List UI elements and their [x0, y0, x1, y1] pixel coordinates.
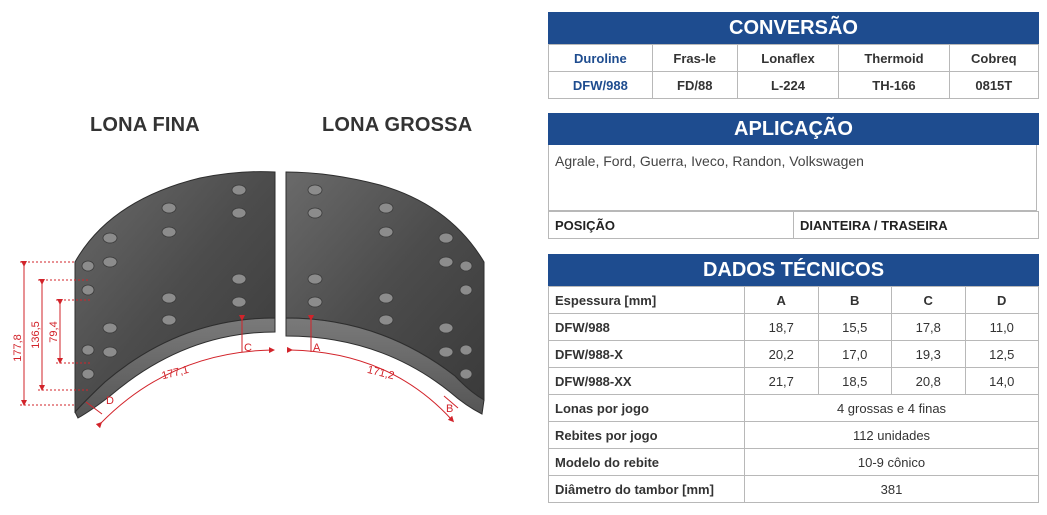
row-value: 20,8	[892, 368, 966, 395]
table-row	[549, 341, 1039, 368]
row-value: 21,7	[745, 368, 819, 395]
spec-row	[549, 476, 1039, 503]
dados-table	[548, 286, 1039, 503]
posicao-value: DIANTEIRA / TRASEIRA	[794, 212, 1039, 239]
dados-header-row	[549, 287, 1039, 314]
lona-fina-title: LONA FINA	[90, 114, 200, 136]
row-value: 19,3	[892, 341, 966, 368]
lona-grossa-title: LONA GROSSA	[322, 114, 473, 136]
code-cell: FD/88	[652, 72, 737, 99]
label-c: C	[244, 342, 252, 354]
dim-arc-grossa: 171,2	[365, 363, 396, 383]
col-c: C	[892, 287, 966, 314]
row-label: DFW/988-X	[549, 341, 745, 368]
row-value: 17,0	[818, 341, 892, 368]
spec-value: 112 unidades	[745, 422, 1039, 449]
spec-value: 4 grossas e 4 finas	[745, 395, 1039, 422]
dim-79-4: 79,4	[48, 321, 60, 343]
row-value: 12,5	[965, 341, 1039, 368]
conversao-codes-row	[549, 72, 1039, 99]
posicao-table	[548, 211, 1039, 239]
spec-label: Lonas por jogo	[549, 395, 745, 422]
code-cell: 0815T	[949, 72, 1038, 99]
dim-177-8: 177,8	[12, 334, 24, 362]
code-cell: TH-166	[839, 72, 949, 99]
aplicacao-text: Agrale, Ford, Guerra, Iveco, Randon, Volkswagen	[548, 145, 1037, 211]
table-row	[549, 368, 1039, 395]
spec-row	[549, 449, 1039, 476]
table-row	[549, 314, 1039, 341]
code-cell: L-224	[737, 72, 839, 99]
spec-value: 10-9 cônico	[745, 449, 1039, 476]
dados-header: DADOS TÉCNICOS	[548, 254, 1039, 286]
brand-cell: Cobreq	[949, 45, 1038, 72]
row-value: 15,5	[818, 314, 892, 341]
row-label: DFW/988-XX	[549, 368, 745, 395]
conversao-table	[548, 44, 1039, 99]
spec-value: 381	[745, 476, 1039, 503]
spec-label: Diâmetro do tambor [mm]	[549, 476, 745, 503]
row-value: 17,8	[892, 314, 966, 341]
brand-cell: Fras-le	[652, 45, 737, 72]
espessura-label: Espessura [mm]	[549, 287, 745, 314]
spec-label: Modelo do rebite	[549, 449, 745, 476]
spec-label: Rebites por jogo	[549, 422, 745, 449]
lona-fina-shape	[75, 172, 275, 418]
brand-cell: Duroline	[549, 45, 653, 72]
row-value: 11,0	[965, 314, 1039, 341]
col-a: A	[745, 287, 819, 314]
posicao-label: POSIÇÃO	[549, 212, 794, 239]
row-value: 18,5	[818, 368, 892, 395]
label-a: A	[313, 342, 321, 354]
row-value: 18,7	[745, 314, 819, 341]
aplicacao-header: APLICAÇÃO	[548, 113, 1039, 145]
col-d: D	[965, 287, 1039, 314]
label-b: B	[446, 403, 454, 415]
row-value: 20,2	[745, 341, 819, 368]
label-d: D	[106, 395, 114, 407]
spec-row	[549, 395, 1039, 422]
row-value: 14,0	[965, 368, 1039, 395]
dim-arc-fina: 177,1	[160, 363, 191, 383]
brand-cell: Lonaflex	[737, 45, 839, 72]
row-label: DFW/988	[549, 314, 745, 341]
col-b: B	[818, 287, 892, 314]
conversao-header: CONVERSÃO	[548, 12, 1039, 44]
dim-136-5: 136,5	[30, 321, 42, 349]
conversao-brands-row	[549, 45, 1039, 72]
code-cell: DFW/988	[549, 72, 653, 99]
brand-cell: Thermoid	[839, 45, 949, 72]
spec-row	[549, 422, 1039, 449]
